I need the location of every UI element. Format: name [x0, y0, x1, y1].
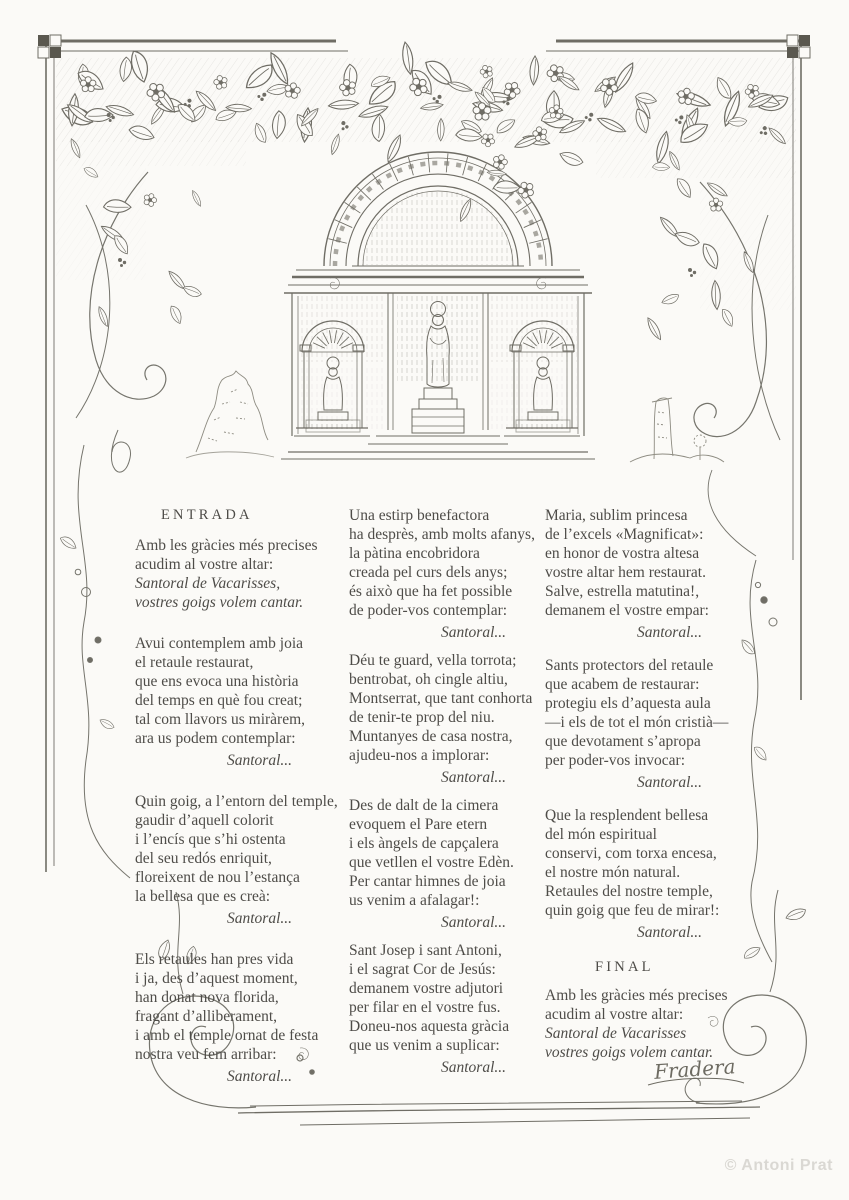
verse-line: Retaules del nostre temple,: [545, 883, 713, 900]
stanza: [545, 506, 745, 642]
stanza: [545, 806, 745, 942]
stanza: [135, 950, 335, 1086]
verse-line: Sant Josep i sant Antoni,: [349, 942, 502, 959]
verse-line: Montserrat, que tant conhorta: [349, 690, 533, 707]
verse-line: per filar en el vostre fus.: [349, 999, 501, 1016]
verse-line: protegiu els d’aquesta aula: [545, 695, 711, 712]
refrain: Santoral...: [441, 1059, 507, 1076]
verse-line: demanem vostre adjutori: [349, 980, 504, 997]
verse-line: Amb les gràcies més precises: [545, 987, 728, 1004]
verse-line: Una estirp benefactora: [349, 507, 490, 524]
refrain: Santoral...: [441, 769, 507, 786]
verse-line: floreixent de nou l’estança: [135, 869, 300, 886]
verse-line: vostre altar hem restaurat.: [545, 564, 706, 581]
verse-line: Santoral de Vacarisses,: [135, 575, 281, 592]
verse-line: és això que ha fet possible: [349, 583, 513, 600]
refrain: Santoral...: [227, 910, 293, 927]
verse-column-1: [135, 506, 338, 1108]
right-ruin-sketch: [630, 398, 724, 462]
verse-line: ha desprès, amb molts afanys,: [349, 526, 535, 543]
refrain: Santoral...: [227, 1068, 293, 1085]
verse-line: Déu te guard, vella torrota;: [349, 652, 517, 669]
verse-line: del temps en què fou creat;: [135, 692, 303, 709]
verse-line: bentrobat, oh cingle altiu,: [349, 671, 508, 688]
verse-line: Que la resplendent bellesa: [545, 807, 709, 824]
stanza: [135, 536, 335, 612]
refrain: Santoral...: [441, 914, 507, 931]
verse-line: el retaule restaurat,: [135, 654, 254, 671]
verse-line: nostra veu fem arribar:: [135, 1046, 277, 1063]
verse-line: de l’excels «Magnificat»:: [545, 526, 704, 543]
verse-line: que acabem de restaurar:: [545, 676, 700, 693]
altar-illustration: [281, 152, 595, 459]
stanza: [545, 656, 745, 792]
verse-line: Avui contemplem amb joia: [135, 635, 304, 652]
verse-line: acudim al vostre altar:: [545, 1006, 684, 1023]
verse-line: i l’encís que s’hi ostenta: [135, 831, 286, 848]
left-ruin-sketch: [186, 371, 274, 458]
verse-line: Doneu-nos aquesta gràcia: [349, 1018, 510, 1035]
verse-line: acudim al vostre altar:: [135, 556, 274, 573]
verse-line: Sants protectors del retaule: [545, 657, 714, 674]
verse-line: —i els de tot el món cristià—: [545, 714, 729, 731]
refrain: Santoral...: [637, 924, 703, 941]
section-heading-entrada: ENTRADA: [161, 507, 253, 523]
verse-line: la pàtina encobridora: [349, 545, 480, 562]
verse-line: ajudeu-nos a implorar:: [349, 747, 490, 764]
stanza: [135, 792, 338, 928]
verse-line: per poder-vos invocar:: [545, 752, 685, 769]
refrain: Santoral...: [637, 774, 703, 791]
verse-line: quin goig que feu de mirar!:: [545, 902, 720, 919]
verse-line: que vetllen el vostre Edèn.: [349, 854, 514, 871]
verse-line: i ja, des d’aquest moment,: [135, 970, 298, 987]
corner-check-top-right: [787, 35, 810, 58]
verse-line: que devotament s’apropa: [545, 733, 701, 750]
verse-line: evoquem el Pare etern: [349, 816, 488, 833]
right-vine-ornament: [750, 560, 777, 962]
verse-line: i els àngels de capçalera: [349, 835, 499, 852]
verse-line: de tenir-te prop del niu.: [349, 709, 495, 726]
refrain: Santoral...: [227, 752, 293, 769]
refrain: Santoral...: [637, 624, 703, 641]
stanza: [349, 651, 549, 787]
verse-line: demanem el vostre empar:: [545, 602, 709, 619]
verse-line: i amb el temple ornat de festa: [135, 1027, 319, 1044]
verse-line: Maria, sublim princesa: [545, 507, 688, 524]
verse-line: tal com llavors us miràrem,: [135, 711, 306, 728]
copyright-watermark: © Antoni Prat: [724, 1157, 833, 1174]
verse-line: Salve, estrella matutina!,: [545, 583, 700, 600]
verse-line: gaudir d’aquell colorit: [135, 812, 274, 829]
verse-line: la bellesa que es creà:: [135, 888, 271, 905]
verse-line: Amb les gràcies més precises: [135, 537, 318, 554]
stanza: [349, 941, 549, 1077]
verse-line: de poder-vos contemplar:: [349, 602, 508, 619]
verse-line: Per cantar himnes de joia: [349, 873, 506, 890]
verse-line: conservi, com torxa encesa,: [545, 845, 717, 862]
verse-line: que ens evoca una història: [135, 673, 299, 690]
verse-column-3: [545, 506, 745, 1076]
verse-line: han donat nova florida,: [135, 989, 279, 1006]
verse-line: ara us podem contemplar:: [135, 730, 296, 747]
artist-signature: Fradera: [653, 1054, 737, 1084]
verse-line: que us venim a suplicar:: [349, 1037, 500, 1054]
stanza: [135, 634, 335, 770]
verse-line: creada pel curs dels anys;: [349, 564, 508, 581]
verse-line: del món espiritual: [545, 826, 657, 843]
section-heading-final: FINAL: [595, 959, 654, 975]
verse-line: i el sagrat Cor de Jesús:: [349, 961, 496, 978]
verse-line: Des de dalt de la cimera: [349, 797, 499, 814]
verse-line: en honor de vostra altesa: [545, 545, 700, 562]
stanza: [545, 986, 745, 1062]
corner-check-top-left: [38, 35, 61, 58]
verse-line: del seu redós enriquit,: [135, 850, 272, 867]
verse-line: Els retaules han pres vida: [135, 951, 294, 968]
verse-line: fragant d’alliberament,: [135, 1008, 278, 1025]
verse-line: vostres goigs volem cantar.: [545, 1044, 714, 1061]
verse-line: Santoral de Vacarisses: [545, 1025, 687, 1042]
refrain: Santoral...: [441, 624, 507, 641]
verse-column-2: [349, 506, 549, 1086]
stanza: [349, 506, 549, 642]
verse-line: el nostre món natural.: [545, 864, 681, 881]
stanza: [349, 796, 549, 932]
verse-line: vostres goigs volem cantar.: [135, 594, 304, 611]
verse-line: us venim a afalagar!:: [349, 892, 480, 909]
verse-line: Muntanyes de casa nostra,: [349, 728, 513, 745]
verse-line: Quin goig, a l’entorn del temple,: [135, 793, 338, 810]
left-vine-ornament: [75, 445, 130, 878]
